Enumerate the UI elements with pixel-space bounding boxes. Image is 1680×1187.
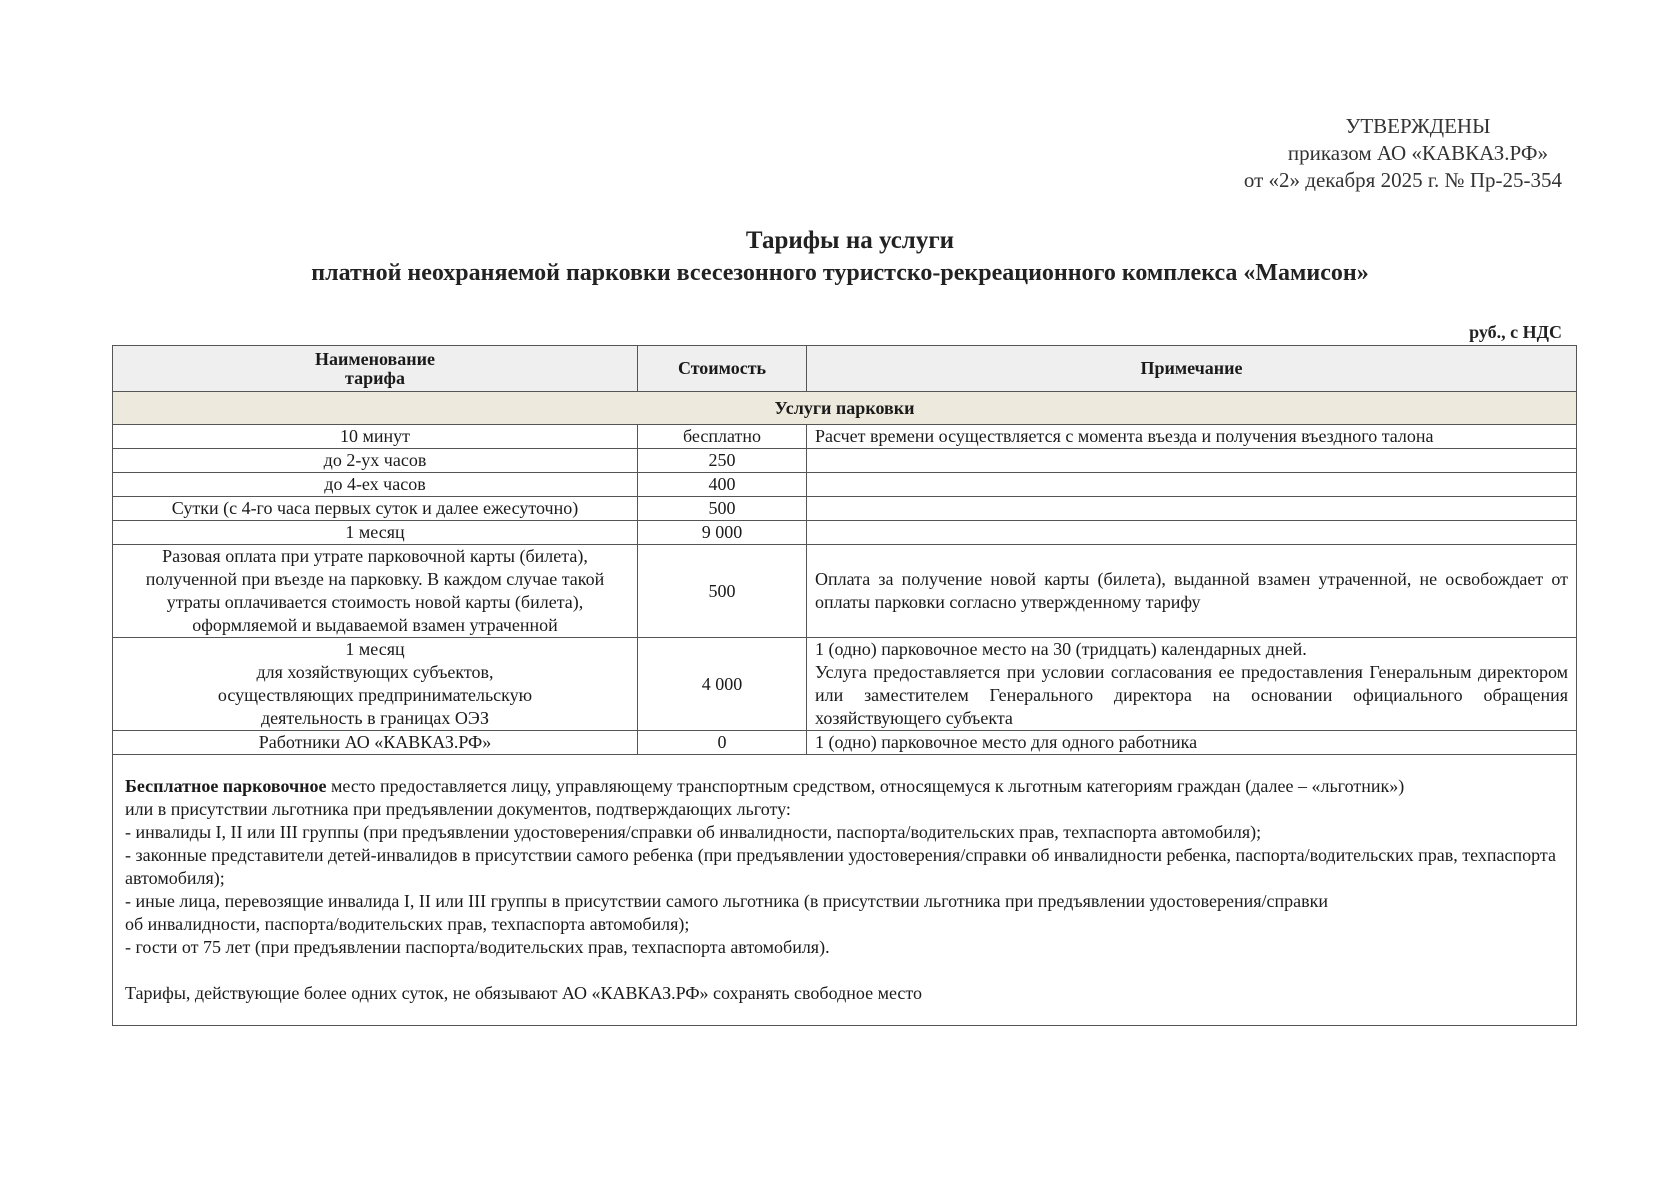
row-name-l2: для хозяйствующих субъектов,: [256, 662, 494, 682]
table-row: [113, 545, 1577, 638]
table-header-row: [113, 346, 1577, 392]
row-name-l4: деятельность в границах ОЭЗ: [261, 708, 489, 728]
row-note: 1 (одно) парковочное место для одного работника: [807, 731, 1577, 755]
row-cost: 250: [638, 449, 807, 473]
footer-bullet-2: - законные представители детей-инвалидов в присутствии самого ребенка (при предъявлении удостоверения/справки об инвалидности ребенка, паспорта/водительских прав, техпаспорта автомобиля);: [125, 845, 1556, 888]
table-row: [113, 521, 1577, 545]
row-cost: 500: [638, 545, 807, 638]
approval-line-2: приказом АО «КАВКАЗ.РФ»: [1287, 141, 1548, 165]
row-cost: бесплатно: [638, 425, 807, 449]
row-note: [807, 473, 1577, 497]
header-name: [113, 346, 638, 392]
units-label: руб., с НДС: [1469, 322, 1562, 342]
footer-bullet-1: - инвалиды I, II или III группы (при предъявлении удостоверения/справки об инвалидности, паспорта/водительских прав, техпаспорта автомобиля);: [125, 822, 1262, 842]
row-name: до 2-ух часов: [113, 449, 638, 473]
row-name-l3: осуществляющих предпринимательскую: [217, 685, 533, 705]
row-note: [807, 638, 1577, 731]
title-line-1: Тарифы на услуги: [745, 227, 955, 254]
row-note-l1: 1 (одно) парковочное место на 30 (тридцать) календарных дней.: [815, 639, 1307, 659]
row-name: Разовая оплата при утрате парковочной карты (билета), полученной при въезде на парковку. В каждом случае такой утраты оплачивается стоимость новой карты (билета), оформляемой и выдаваемой взамен утраченной: [113, 545, 638, 638]
table-row: [113, 497, 1577, 521]
approval-stamp: [1244, 113, 1562, 194]
table-row: [113, 638, 1577, 731]
row-note: Оплата за получение новой карты (билета), выданной взамен утраченной, не освобождает от оплаты парковки согласно утвержденному тарифу: [807, 545, 1577, 638]
footer-intro-line2: или в присутствии льготника при предъявлении документов, подтверждающих льготу:: [125, 799, 791, 819]
row-cost: 4 000: [638, 638, 807, 731]
row-note-l2: Услуга предоставляется при условии согласования ее предоставления Генеральным директором или заместителем Генерального директора на основании официального обращения хозяйствующего субъекта: [815, 662, 1568, 728]
table-row: [113, 449, 1577, 473]
header-name-l1: Наименование: [315, 348, 435, 369]
row-name: до 4-ех часов: [113, 473, 638, 497]
row-name: Работники АО «КАВКАЗ.РФ»: [113, 731, 638, 755]
approval-line-1: УТВЕРЖДЕНЫ: [1345, 114, 1491, 138]
header-name-l2: тарифа: [345, 367, 405, 388]
footer-closing: Тарифы, действующие более одних суток, не обязывают АО «КАВКАЗ.РФ» сохранять свободное место: [125, 983, 923, 1003]
tariffs-table: [112, 345, 1577, 1026]
approval-line-3: от «2» декабря 2025 г. № Пр-25-354: [1243, 168, 1562, 192]
footer-intro: [125, 775, 1562, 798]
footer-intro-bold: Бесплатное парковочное: [125, 776, 327, 796]
row-name: Сутки (с 4-го часа первых суток и далее ежесуточно): [113, 497, 638, 521]
title-line-2: платной неохраняемой парковки всесезонного туристско-рекреационного комплекса «Мамисон»: [311, 260, 1369, 286]
row-name: 10 минут: [113, 425, 638, 449]
row-cost: 500: [638, 497, 807, 521]
row-note: [807, 521, 1577, 545]
row-name: 1 месяц: [113, 521, 638, 545]
document-title: [0, 224, 1680, 290]
row-name: [113, 638, 638, 731]
row-note: [807, 497, 1577, 521]
footer-row: [113, 755, 1577, 1026]
row-note: Расчет времени осуществляется с момента въезда и получения въездного талона: [807, 425, 1577, 449]
footer-gap: [125, 959, 1562, 982]
row-cost: 9 000: [638, 521, 807, 545]
table-row: [113, 731, 1577, 755]
row-cost: 400: [638, 473, 807, 497]
footer-bullet-4: - гости от 75 лет (при предъявлении паспорта/водительских прав, техпаспорта автомобиля).: [125, 937, 830, 957]
section-title: Услуги парковки: [113, 392, 1577, 425]
header-note: Примечание: [807, 346, 1577, 392]
row-name-l1: 1 месяц: [345, 639, 405, 659]
row-note: [807, 449, 1577, 473]
footer-bullet-3-l1: - иные лица, перевозящие инвалида I, II или III группы в присутствии самого льготника (в присутствии льготника при предъявлении удостоверения/справки: [125, 891, 1329, 911]
table-row: [113, 473, 1577, 497]
footer-intro-rest: место предоставляется лицу, управляющему транспортным средством, относящемуся к льготным категориям граждан (далее – «льготник»): [326, 776, 1405, 796]
footer-bullet-3-l2: об инвалидности, паспорта/водительских прав, техпаспорта автомобиля);: [125, 914, 690, 934]
footer-notes: [113, 755, 1577, 1026]
row-cost: 0: [638, 731, 807, 755]
header-cost: Стоимость: [638, 346, 807, 392]
table-row: [113, 425, 1577, 449]
section-row: [113, 392, 1577, 425]
